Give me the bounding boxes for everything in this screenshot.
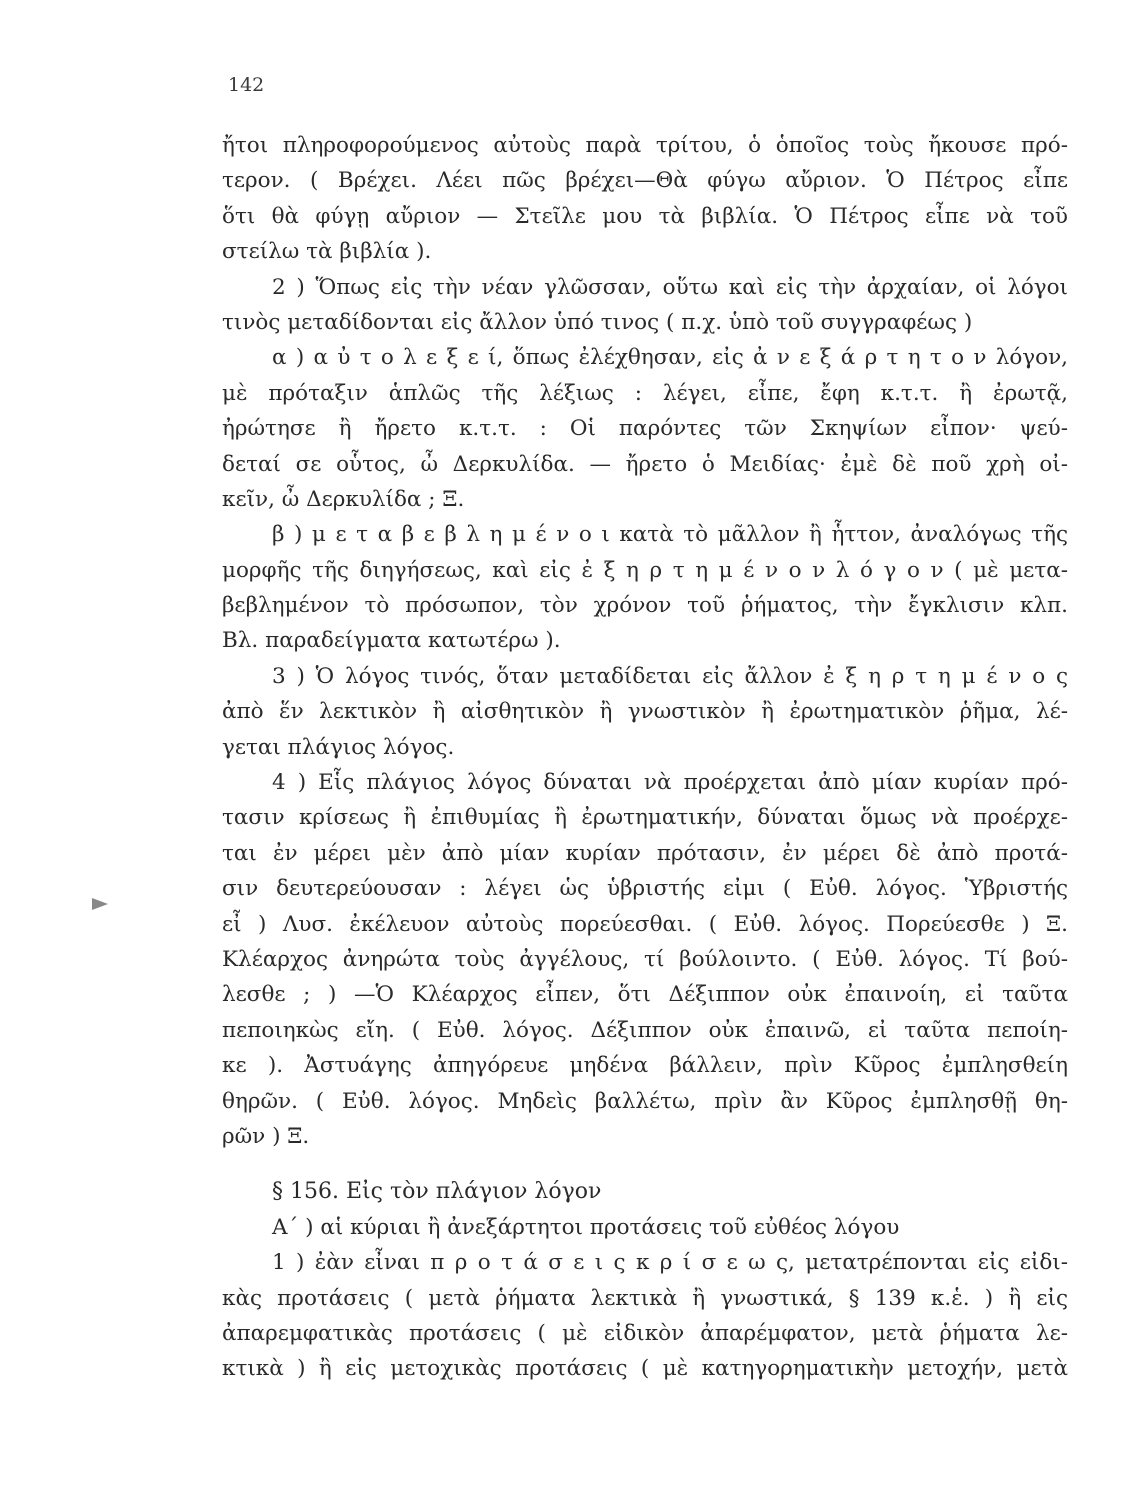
text-line: ἤτοι πληροφορούμενος αὐτοὺς παρὰ τρίτου, ὁ ὁποῖος τοὺς ἤκουσε πρό- <box>222 133 1068 158</box>
text-line: Βλ. παραδείγματα κατωτέρω ). <box>222 628 561 654</box>
text-line: 3 ) Ὁ λόγος τινός, ὅταν μεταδίδεται εἰς ἄλλον ἐ ξ η ρ τ η μ έ ν ο ς <box>272 663 1068 689</box>
text-line: ὅτι θὰ φύγῃ αὔριον — Στεῖλε μου τὰ βιβλία. Ὁ Πέτρος εἶπε νὰ τοῦ <box>222 203 1068 229</box>
text-line: στείλω τὰ βιβλία ). <box>222 239 432 265</box>
text-line: 1 ) ἐὰν εἶναι π ρ ο τ ά σ ε ι ς κ ρ ί σ ε ω ς, μετατρέπονται εἰς εἰδι- <box>272 1250 1068 1276</box>
text-line: ται ἐν μέρει μὲν ἀπὸ μίαν κυρίαν πρότασιν, ἐν μέρει δὲ ἀπὸ προτά- <box>222 840 1068 866</box>
page-number: 142 <box>228 74 265 96</box>
text-line: δεταί σε οὗτος, ὦ Δερκυλίδα. — ἤρετο ὁ Μειδίας· ἐμὲ δὲ ποῦ χρὴ οἰ- <box>222 451 1068 477</box>
text-line: θηρῶν. ( Εὐθ. λόγος. Μηδεὶς βαλλέτω, πρὶν ἂν Κῦρος ἐμπλησθῇ θη- <box>222 1088 1068 1114</box>
text-line: πεποιηκὼς εἴη. ( Εὐθ. λόγος. Δέξιππον οὐκ ἐπαινῶ, εἰ ταῦτα πεποίη- <box>222 1017 1068 1043</box>
text-line: τασιν κρίσεως ἢ ἐπιθυμίας ἢ ἐρωτηματικήν, δύναται ὅμως νὰ προέρχε- <box>222 805 1068 831</box>
section-heading: § 156. Εἰς τὸν πλάγιον λόγον <box>272 1179 602 1205</box>
text-line: β ) μ ε τ α β ε β λ η μ έ ν ο ι κατὰ τὸ μᾶλλον ἢ ἧττον, ἀναλόγως τῆς <box>272 522 1068 548</box>
text-line: ἀπὸ ἕν λεκτικὸν ἢ αἰσθητικὸν ἢ γνωστικὸν ἢ ἐρωτηματικὸν ῥῆμα, λέ- <box>222 699 1068 725</box>
text-line: γεται πλάγιος λόγος. <box>222 734 455 760</box>
text-line: ἠρώτησε ἢ ἤρετο κ.τ.τ. : Οἱ παρόντες τῶν Σκηψίων εἶπον· ψεύ- <box>222 416 1068 442</box>
text-line: κεῖν, ὦ Δερκυλίδα ; Ξ. <box>222 486 465 512</box>
text-line: τερον. ( Βρέχει. Λέει πῶς βρέχει—Θὰ φύγω αὔριον. Ὁ Πέτρος εἶπε <box>222 168 1068 194</box>
margin-arrow-icon <box>92 898 108 910</box>
text-line: α ) α ὐ τ ο λ ε ξ ε ί, ὅπως ἐλέχθησαν, εἰς ἀ ν ε ξ ά ρ τ η τ ο ν λόγον, <box>272 345 1068 371</box>
text-line: μορφῆς τῆς διηγήσεως, καὶ εἰς ἐ ξ η ρ τ η μ έ ν ο ν λ ό γ ο ν ( μὲ μετα- <box>222 557 1068 583</box>
text-line: βεβλημένον τὸ πρόσωπον, τὸν χρόνον τοῦ ῥήματος, τὴν ἔγκλισιν κλπ. <box>222 593 1068 619</box>
body-text <box>222 128 1068 1387</box>
text-line: Α΄ ) αἱ κύριαι ἢ ἀνεξάρτητοι προτάσεις τοῦ εὐθέος λόγου <box>272 1214 900 1240</box>
text-line: κτικὰ ) ἢ εἰς μετοχικὰς προτάσεις ( μὲ κατηγορηματικὴν μετοχήν, μετὰ <box>222 1356 1068 1382</box>
text-line: ἀπαρεμφατικὰς προτάσεις ( μὲ εἰδικὸν ἀπαρέμφατον, μετὰ ῥήματα λε- <box>222 1320 1068 1346</box>
text-line: εἶ ) Λυσ. ἐκέλευον αὐτοὺς πορεύεσθαι. ( Εὐθ. λόγος. Πορεύεσθε ) Ξ. <box>222 911 1068 937</box>
text-line: μὲ πρόταξιν ἁπλῶς τῆς λέξιως : λέγει, εἶπε, ἔφη κ.τ.τ. ἢ ἐρωτᾷ, <box>222 380 1068 406</box>
text-line: 4 ) Εἷς πλάγιος λόγος δύναται νὰ προέρχεται ἀπὸ μίαν κυρίαν πρό- <box>272 770 1068 796</box>
text-line: 2 ) Ὅπως εἰς τὴν νέαν γλῶσσαν, οὕτω καὶ εἰς τὴν ἀρχαίαν, οἱ λόγοι <box>272 274 1068 300</box>
text-line: ρῶν ) Ξ. <box>222 1123 310 1149</box>
text-line: Κλέαρχος ἀνηρώτα τοὺς ἀγγέλους, τί βούλοιντο. ( Εὐθ. λόγος. Τί βού- <box>222 946 1068 972</box>
text-line: κε ). Ἀστυάγης ἀπηγόρευε μηδένα βάλλειν, πρὶν Κῦρος ἐμπλησθείη <box>222 1053 1068 1079</box>
text-line: λεσθε ; ) —Ὁ Κλέαρχος εἶπεν, ὅτι Δέξιππον οὐκ ἐπαινοίη, εἰ ταῦτα <box>222 982 1068 1008</box>
text-line: σιν δευτερεύουσαν : λέγει ὡς ὑβριστής εἰμι ( Εὐθ. λόγος. Ὑβριστής <box>222 876 1068 902</box>
text-line: κὰς προτάσεις ( μετὰ ῥήματα λεκτικὰ ἢ γνωστικά, § 139 κ.ἑ. ) ἢ εἰς <box>222 1285 1068 1311</box>
text-line: τινὸς μεταδίδονται εἰς ἄλλον ὑπό τινος ( π.χ. ὑπὸ τοῦ συγγραφέως ) <box>222 309 973 335</box>
